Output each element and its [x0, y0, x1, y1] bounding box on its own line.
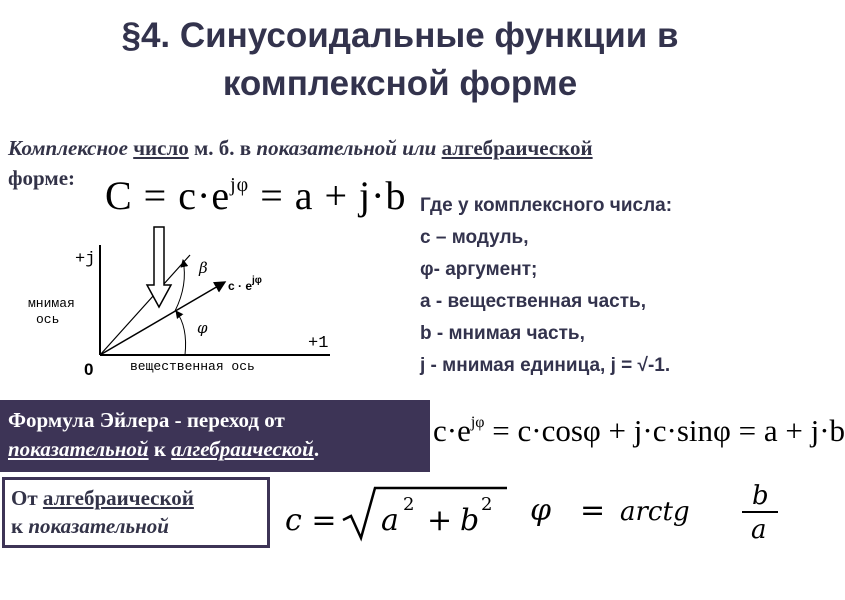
- main-formula-rhs: = a + j·b: [249, 173, 407, 218]
- algebraic-to-exponential-box: [2, 477, 270, 548]
- beta-label: β: [199, 259, 208, 277]
- alg-word-to: к: [11, 514, 29, 538]
- argument-formula: [530, 478, 795, 548]
- euler-formula: [433, 413, 845, 449]
- plus-one-label: +1: [308, 334, 329, 353]
- phi-numerator: b: [752, 481, 769, 511]
- where-list: [420, 190, 672, 382]
- euler-word-to: к: [148, 437, 172, 461]
- main-formula: [105, 172, 407, 219]
- imag-axis-label-1: мнимая: [28, 296, 75, 311]
- where-item: b - мнимая часть,: [420, 323, 585, 344]
- euler-period: .: [313, 437, 320, 461]
- intro-word-mb: м. б. в: [194, 136, 252, 160]
- alg-line-1: [11, 484, 261, 512]
- title-line-1: §4. Синусоидальные функции в: [121, 16, 679, 55]
- intro-word-or: или: [402, 136, 437, 160]
- alg-word-from: От: [11, 486, 43, 510]
- modulus-a: a: [381, 503, 399, 538]
- phi-label: φ: [197, 319, 208, 337]
- intro-word-complex: Комплексное: [8, 136, 128, 160]
- main-formula-lhs: C = c·e: [105, 173, 231, 218]
- euler-formula-exp: jφ: [470, 414, 485, 431]
- euler-formula-rhs: = c·cosφ + j·c·sinφ = a + j·b: [484, 413, 845, 448]
- euler-line-2: [8, 435, 422, 464]
- beta-arc: [175, 260, 184, 311]
- modulus-a-exp: 2: [403, 494, 415, 515]
- euler-line-1: Формула Эйлера - переход от: [8, 408, 285, 432]
- where-item: j - мнимая единица, j = √-1.: [420, 355, 671, 376]
- alg-word-algebraic: алгебраической: [42, 486, 194, 510]
- where-item: φ- аргумент;: [420, 259, 538, 280]
- title-line-2: комплексной форме: [222, 64, 578, 103]
- main-formula-exp: jφ: [230, 174, 250, 196]
- modulus-b-exp: 2: [481, 494, 493, 515]
- phi-arc: [176, 311, 186, 355]
- plus-j-label: +j: [75, 250, 96, 269]
- phi-denominator: a: [751, 515, 767, 545]
- down-arrow-icon: [147, 227, 171, 307]
- alg-line-2: [11, 512, 261, 540]
- phi-func: arctg: [620, 497, 690, 527]
- euler-word-algebraic: алгебраической: [171, 437, 314, 461]
- where-heading: Где у комплексного числа:: [420, 195, 673, 216]
- alg-word-exponential: показательной: [28, 514, 169, 538]
- imag-axis-label-2: ось: [36, 312, 60, 327]
- where-item: a - вещественная часть,: [420, 291, 646, 312]
- phi-eq: =: [580, 493, 606, 528]
- intro-word-number: число: [133, 136, 189, 160]
- complex-plane-diagram: [0, 215, 345, 385]
- modulus-plus: +: [427, 503, 453, 538]
- page-title: [0, 12, 800, 108]
- euler-formula-lhs: c·e: [433, 413, 471, 448]
- intro-word-algebraic: алгебраической: [441, 136, 593, 160]
- where-item: c – модуль,: [420, 227, 529, 248]
- modulus-formula: [285, 478, 515, 548]
- real-axis-label: вещественная ось: [130, 359, 255, 374]
- modulus-b: b: [460, 503, 480, 538]
- modulus-lhs: c =: [285, 503, 337, 538]
- vector-label: $c \cdot e^{j\varphi}$: [228, 275, 262, 293]
- euler-formula-box: [0, 400, 430, 472]
- intro-word-exponential: показательной: [256, 136, 397, 160]
- phi-lhs: φ: [530, 493, 552, 528]
- euler-word-exponential: показательной: [8, 437, 149, 461]
- origin-label: 0: [84, 360, 94, 379]
- vector-upper: [100, 255, 190, 355]
- intro-word-form: форме:: [8, 166, 76, 190]
